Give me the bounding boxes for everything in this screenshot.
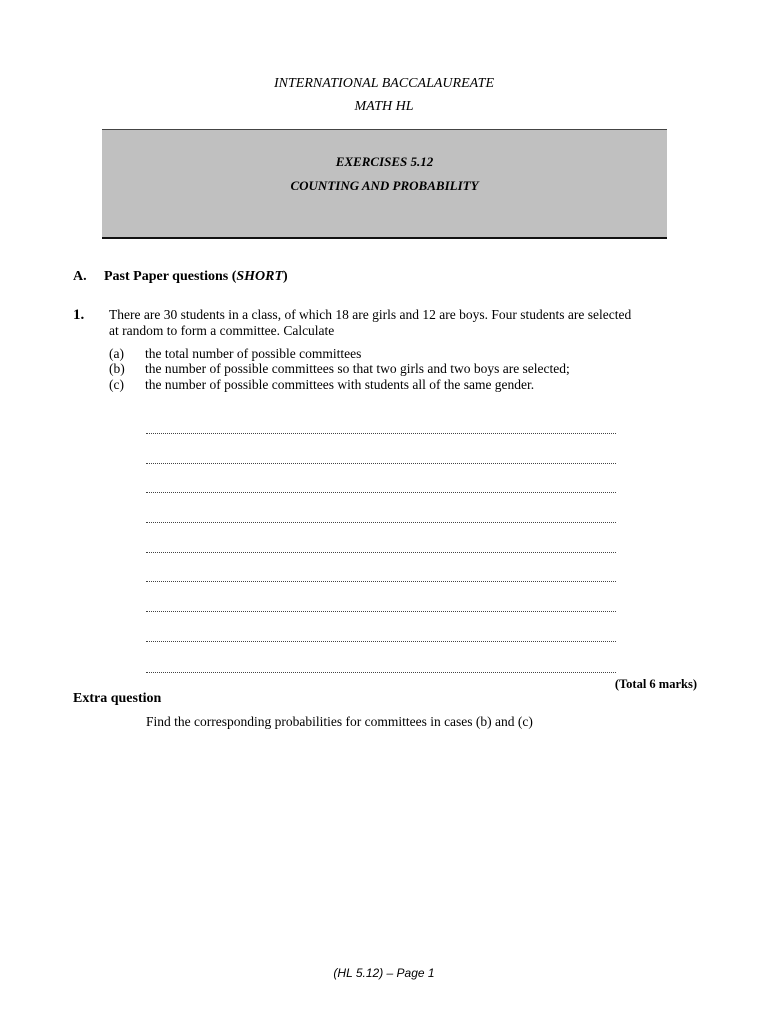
answer-line[interactable] xyxy=(146,492,616,493)
answer-line[interactable] xyxy=(146,552,616,553)
answer-line[interactable] xyxy=(146,641,616,642)
title-banner xyxy=(102,129,667,239)
question-intro-line2: at random to form a committee. Calculate xyxy=(109,323,335,338)
total-marks: (Total 6 marks) xyxy=(614,677,697,691)
answer-line[interactable] xyxy=(146,522,616,523)
answer-line[interactable] xyxy=(146,463,616,464)
extra-question-heading: Extra question xyxy=(73,691,162,706)
question-intro-line1: There are 30 students in a class, of which 18 are girls and 12 are boys. Four students are selected xyxy=(109,307,632,322)
header-course: MATH HL xyxy=(354,99,414,114)
page-footer: (HL 5.12) – Page 1 xyxy=(333,966,435,980)
part-text: the number of possible committees so that two girls and two boys are selected; xyxy=(145,361,570,376)
header-institution: INTERNATIONAL BACCALAUREATE xyxy=(274,76,494,91)
answer-line[interactable] xyxy=(146,672,616,673)
exercise-subtitle: COUNTING AND PROBABILITY xyxy=(290,178,479,193)
question-number: 1. xyxy=(73,307,85,323)
exercise-title: EXERCISES 5.12 xyxy=(335,154,434,169)
section-title xyxy=(104,269,288,285)
section-title-emphasis: SHORT xyxy=(236,269,284,284)
answer-line[interactable] xyxy=(146,581,616,582)
part-text: the number of possible committees with students all of the same gender. xyxy=(145,377,535,392)
section-letter: A. xyxy=(73,269,87,284)
extra-question-text: Find the corresponding probabilities for committees in cases (b) and (c) xyxy=(146,714,533,729)
answer-line[interactable] xyxy=(146,611,616,612)
answer-line[interactable] xyxy=(146,433,616,434)
part-label: (a) xyxy=(109,346,124,361)
part-label: (c) xyxy=(109,377,124,392)
part-label: (b) xyxy=(109,361,125,376)
part-text: the total number of possible committees xyxy=(145,346,362,361)
section-title-prefix: Past Paper questions ( xyxy=(104,269,237,284)
section-title-suffix: ) xyxy=(283,269,288,284)
